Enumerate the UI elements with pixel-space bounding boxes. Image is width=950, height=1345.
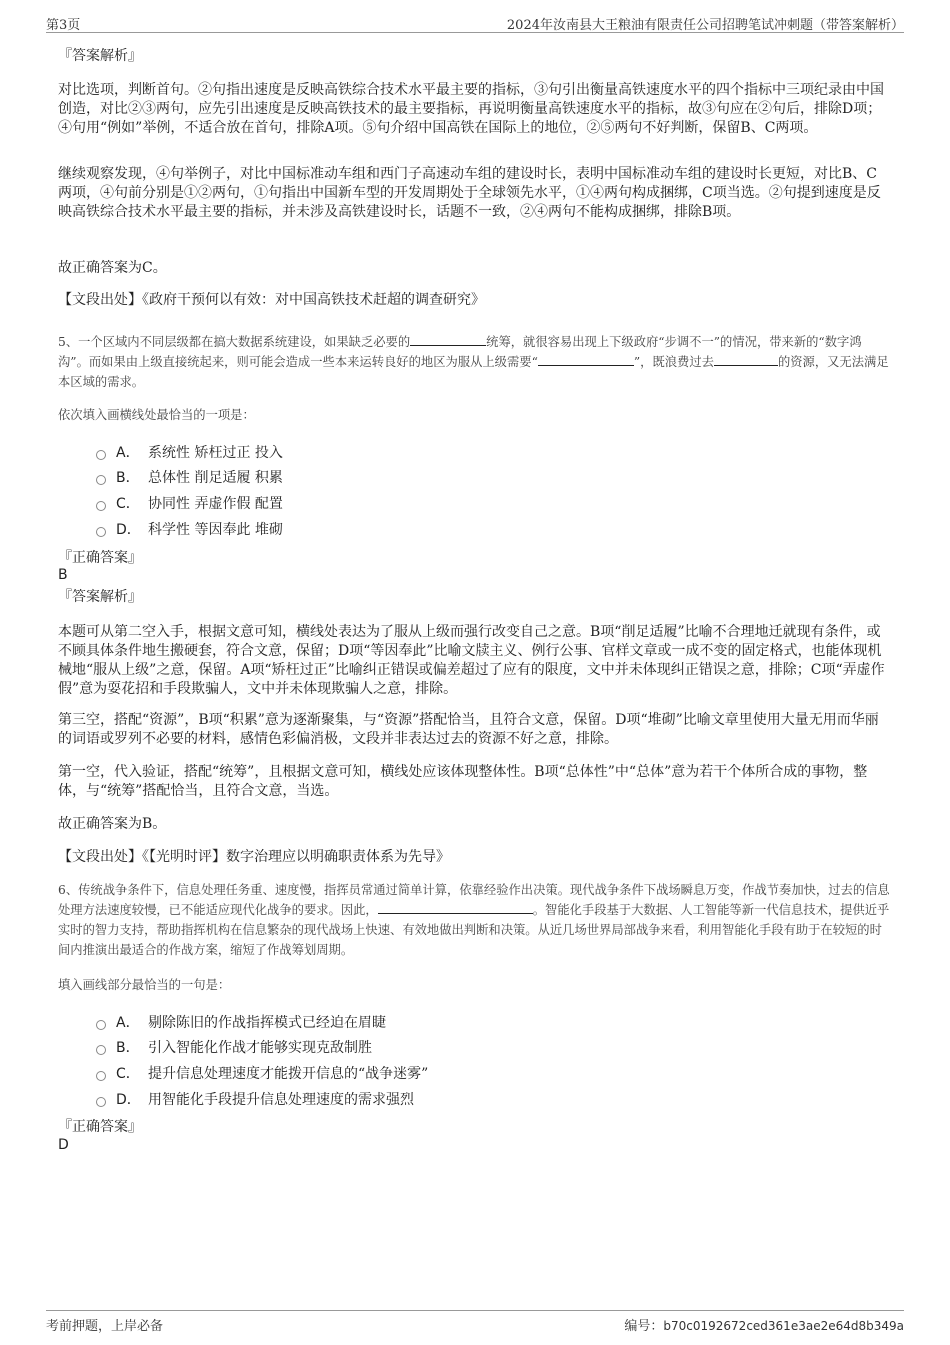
q4-source: 【文段出处】《政府干预何以有效：对中国高铁技术赶超的调查研究》: [58, 292, 485, 308]
radio-icon[interactable]: [96, 501, 106, 511]
q5-option-b[interactable]: B． 总体性 削足适履 积累: [96, 468, 283, 488]
radio-icon[interactable]: [96, 1020, 106, 1030]
page-number: 第3页: [46, 18, 81, 33]
q6-stem-part-a: 6、传统战争条件下，信息处理任务重、速度慢，指挥员常通过简单计算，依靠经验作出决策。现代战争条件下战场瞬息万变，作战节奏加快，过去的信息处理方法速度较慢，已不能适应现代化战争的要求。因此，: [58, 883, 890, 917]
q6-option-d[interactable]: D． 用智能化手段提升信息处理速度的需求强烈: [96, 1090, 414, 1110]
footer-code: 编号：b70c0192672ced361e3ae2e64d8b349a: [624, 1319, 904, 1334]
option-text: 协同性 弄虚作假 配置: [148, 496, 283, 512]
radio-icon[interactable]: [96, 1071, 106, 1081]
radio-icon[interactable]: [96, 1097, 106, 1107]
q5-analysis-para3: 第一空，代入验证，搭配“统筹”，且根据文意可知，横线处应该体现整体性。B项“总体性”中“总体”意为若干个体所合成的事物，整体，与“统筹”搭配恰当，且符合文意，当选。: [58, 764, 868, 799]
radio-icon[interactable]: [96, 1045, 106, 1055]
q5-analysis-para1: 本题可从第二空入手，根据文意可知，横线处表达为了服从上级而强行改变自己之意。B项“削足适履”比喻不合理地迁就现有条件，或不顾具体条件地生搬硬套，符合文意，保留；D项“等因奉此”比喻文牍主义、例行公事、官样文章或一成不变的固定格式，也能体现机械地“服从上级”之意，保留。A项“矫枉过正”比喻纠正错误或偏差超过了应有的限度，文中并未体现纠正错误之意，排除；C项“弄虚作假”意为耍花招和手段欺骗人，文中并未体现欺骗人之意，排除。: [58, 624, 885, 697]
q5-answer-label: 『正确答案』: [58, 550, 142, 566]
radio-icon[interactable]: [96, 527, 106, 537]
q5-analysis-para2: 第三空，搭配“资源”，B项“积累”意为逐渐聚集，与“资源”搭配恰当，且符合文意，保留。D项“堆砌”比喻文章里使用大量无用而华丽的词语或罗列不必要的材料，感情色彩偏消极，文段并非表达过去的资源不好之意，排除。: [58, 712, 879, 747]
option-text: 总体性 削足适履 积累: [148, 470, 283, 486]
q5-stem-part-a: 5、一个区域内不同层级都在搞大数据系统建设，如果缺乏必要的: [58, 335, 411, 349]
q5-blank-2: [538, 352, 634, 366]
option-text: 用智能化手段提升信息处理速度的需求强烈: [148, 1092, 414, 1108]
q6-stem-part-b: 。智能化手段基于大数据、人工智能等新一代信息技术，提供近乎实时的智力支持，帮助指挥机构在信息繁杂的现代战场上快速、有效地做出判断和决策。从近几场世界局部战争来看，利用智能化手段有助于在较短的时间内推演出最适合的作战方案，缩短了作战筹划周期。: [58, 903, 890, 957]
q6-instruction: 填入画线部分最恰当的一句是：: [58, 978, 231, 992]
q6-option-b[interactable]: B． 引入智能化作战才能够实现克敌制胜: [96, 1038, 372, 1058]
q6-option-a[interactable]: A． 剔除陈旧的作战指挥模式已经迫在眉睫: [96, 1013, 386, 1033]
option-text: 剔除陈旧的作战指挥模式已经迫在眉睫: [148, 1015, 386, 1031]
q5-option-a[interactable]: A． 系统性 矫枉过正 投入: [96, 443, 283, 463]
q4-analysis-para1: 对比选项，判断首句。②句指出速度是反映高铁综合技术水平最主要的指标，③句引出衡量高铁速度水平的四个指标中三项纪录由中国创造，对比②③两句，应先引出速度是反映高铁技术的最主要指标，再说明衡量高铁速度水平的指标，故③句应在②句后，排除D项；④句用“例如”举例，不适合放在首句，排除A项。⑤句介绍中国高铁在国际上的地位，②⑤两句不好判断，保留B、C两项。: [58, 82, 884, 136]
q5-stem-part-b: 统筹，就很容易出现上下级政府“步调不一”的情况，带来新的“数字鸿沟”。而如果由上级直接统起来，则可能会造成一些本来运转良好的地区为服从上级需要“: [58, 335, 862, 369]
q5-stem-part-c: ”，既浪费过去: [633, 355, 714, 369]
q5-stem-part-d: 的资源，又无法满足本区域的需求。: [58, 355, 889, 389]
q5-option-c[interactable]: C． 协同性 弄虚作假 配置: [96, 494, 283, 514]
q6-blank: [378, 900, 533, 914]
page-footer: [46, 1310, 904, 1335]
q5-stem: [58, 332, 890, 392]
footer-slogan: 考前押题，上岸必备: [46, 1319, 164, 1334]
option-text: 提升信息处理速度才能拨开信息的“战争迷雾”: [148, 1066, 429, 1082]
option-text: 科学性 等因奉此 堆砌: [148, 522, 283, 538]
q4-analysis-para2: 继续观察发现，④句举例子，对比中国标准动车组和西门子高速动车组的建设时长，表明中国标准动车组的建设时长更短，对比B、C两项，④句前分别是①②两句，①句指出中国新车型的开发周期处于全球领先水平，①④两句构成捆绑，C项当选。②句提到速度是反映高铁综合技术水平最主要的指标，并未涉及高铁建设时长，话题不一致，②④两句不能构成捆绑，排除B项。: [58, 166, 881, 220]
q4-analysis-label: 『答案解析』: [58, 48, 142, 64]
q6-answer-label: 『正确答案』: [58, 1119, 142, 1135]
q5-blank-1: [410, 332, 486, 346]
option-text: 引入智能化作战才能够实现克敌制胜: [148, 1040, 372, 1056]
q5-answer: B: [58, 567, 68, 583]
q5-analysis-label: 『答案解析』: [58, 589, 142, 605]
radio-icon[interactable]: [96, 475, 106, 485]
q5-blank-3: [714, 352, 778, 366]
q5-option-d[interactable]: D． 科学性 等因奉此 堆砌: [96, 520, 283, 540]
q5-conclusion: 故正确答案为B。: [58, 816, 167, 832]
q6-answer: D: [58, 1137, 69, 1153]
q5-source: 【文段出处】《【光明时评】数字治理应以明确职责体系为先导》: [58, 849, 450, 865]
q5-instruction: 依次填入画横线处最恰当的一项是：: [58, 408, 255, 422]
option-text: 系统性 矫枉过正 投入: [148, 445, 283, 461]
q6-option-c[interactable]: C． 提升信息处理速度才能拨开信息的“战争迷雾”: [96, 1064, 428, 1084]
radio-icon[interactable]: [96, 450, 106, 460]
q6-stem: [58, 880, 890, 960]
page-header: [46, 12, 904, 33]
document-title: 2024年汝南县大王粮油有限责任公司招聘笔试冲刺题（带答案解析）: [506, 18, 904, 33]
q4-conclusion: 故正确答案为C。: [58, 260, 167, 276]
